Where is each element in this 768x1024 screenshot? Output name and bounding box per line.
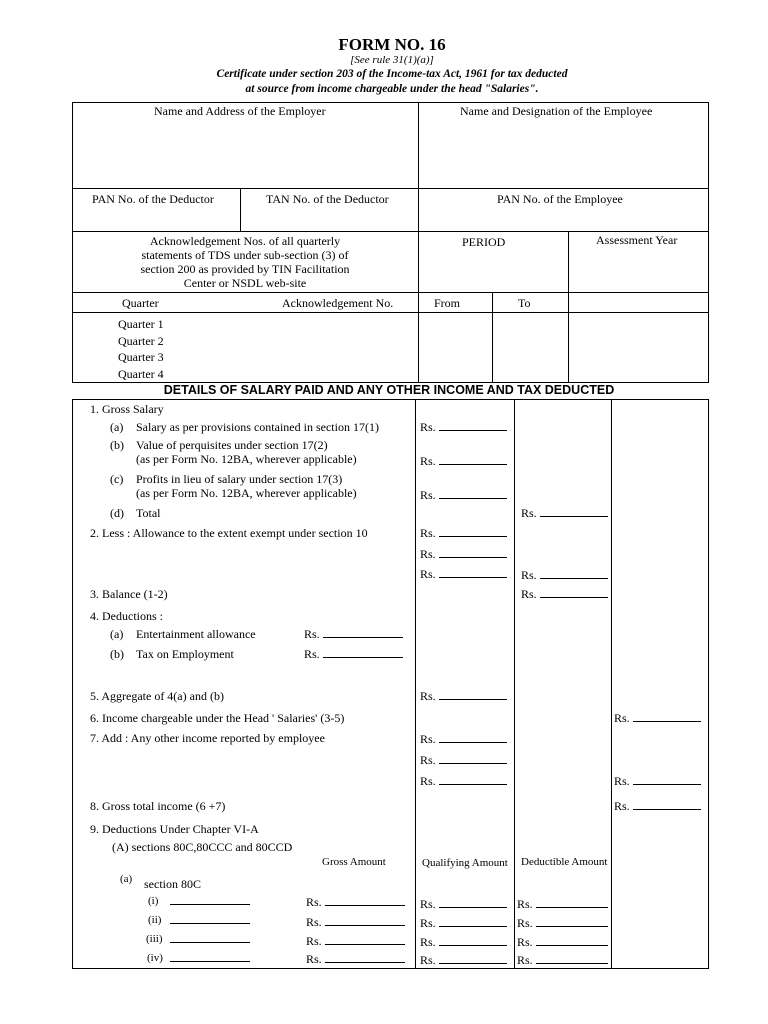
blank-field[interactable] <box>170 932 250 947</box>
blank-field[interactable] <box>170 951 250 966</box>
deductible-amount-header: Deductible Amount <box>521 856 608 868</box>
blank-field[interactable] <box>170 913 250 928</box>
ack-line-4: Center or NSDL web-site <box>183 276 307 290</box>
roman-iv: (iv) <box>147 952 163 964</box>
amount-field[interactable]: Rs. <box>614 711 701 726</box>
quarter-header: Quarter <box>122 296 159 310</box>
quarter-3: Quarter 3 <box>118 350 164 364</box>
quarter-2: Quarter 2 <box>118 334 164 348</box>
ack-no-header: Acknowledgement No. <box>282 296 394 310</box>
item-3-balance: 3. Balance (1-2) <box>90 587 168 601</box>
item-1a-label: Salary as per provisions contained in section 17(1) <box>136 420 379 434</box>
item-1c-marker: (c) <box>110 472 124 486</box>
amount-field[interactable]: Rs. <box>420 774 507 789</box>
employee-name-label: Name and Designation of the Employee <box>460 104 653 118</box>
item-5-aggregate: 5. Aggregate of 4(a) and (b) <box>90 689 224 703</box>
amount-field[interactable]: Rs. <box>420 732 507 747</box>
period-label: PERIOD <box>462 235 506 249</box>
amount-field[interactable]: Rs. <box>420 526 507 541</box>
amount-field[interactable]: Rs. <box>420 953 507 968</box>
item-1-gross-salary: 1. Gross Salary <box>90 402 164 416</box>
qualifying-amount-header: Qualifying Amount <box>422 857 508 869</box>
ack-line-1: Acknowledgement Nos. of all quarterly <box>149 234 341 248</box>
item-4-deductions: 4. Deductions : <box>90 609 163 623</box>
amount-field[interactable]: Rs. <box>614 774 701 789</box>
amount-field[interactable]: Rs. <box>304 647 403 662</box>
item-2-less-allowance: 2. Less : Allowance to the extent exempt under section 10 <box>90 526 368 540</box>
gross-amount-header: Gross Amount <box>322 856 386 868</box>
tan-deductor-label: TAN No. of the Deductor <box>266 192 389 206</box>
amount-field[interactable]: Rs. <box>304 627 403 642</box>
amount-field[interactable]: Rs. <box>521 587 608 602</box>
from-header: From <box>434 296 461 310</box>
amount-field[interactable]: Rs. <box>517 897 608 912</box>
roman-i: (i) <box>148 895 159 907</box>
amount-field[interactable]: Rs. <box>521 568 608 583</box>
item-9a-marker: (a) <box>120 873 133 885</box>
item-4a-marker: (a) <box>110 627 124 641</box>
item-7-other-income: 7. Add : Any other income reported by employee <box>90 731 325 745</box>
amount-field[interactable]: Rs. <box>420 935 507 950</box>
amount-field[interactable]: Rs. <box>420 897 507 912</box>
amount-field[interactable]: Rs. <box>420 454 507 469</box>
item-4b-label: Tax on Employment <box>136 647 234 661</box>
item-1c-label-1: Profits in lieu of salary under section 17(3) <box>136 472 343 486</box>
item-1d-label: Total <box>136 506 161 520</box>
item-4b-marker: (b) <box>110 647 124 661</box>
employer-name-label: Name and Address of the Employer <box>154 104 326 118</box>
amount-field[interactable]: Rs. <box>306 952 405 967</box>
item-1a-marker: (a) <box>110 420 124 434</box>
amount-field[interactable]: Rs. <box>420 488 507 503</box>
item-1b-label-1: Value of perquisites under section 17(2) <box>136 438 328 452</box>
quarter-4: Quarter 4 <box>118 367 164 381</box>
item-4a-label: Entertainment allowance <box>136 627 256 641</box>
rule-reference: [See rule 31(1)(a)] <box>350 54 434 66</box>
amount-field[interactable]: Rs. <box>306 915 405 930</box>
details-title: DETAILS OF SALARY PAID AND ANY OTHER INCOME AND TAX DEDUCTED <box>163 383 615 397</box>
roman-ii: (ii) <box>148 914 162 926</box>
amount-field[interactable]: Rs. <box>420 420 507 435</box>
ack-line-2: statements of TDS under sub-section (3) of <box>141 248 349 262</box>
item-1b-label-2: (as per Form No. 12BA, wherever applicable) <box>136 452 357 466</box>
item-8-gross-total-income: 8. Gross total income (6 +7) <box>90 799 226 813</box>
item-9A-sections: (A) sections 80C,80CCC and 80CCD <box>112 840 293 854</box>
item-6-income-chargeable: 6. Income chargeable under the Head ' Salaries' (3-5) <box>90 711 345 725</box>
ack-line-3: section 200 as provided by TIN Facilitation <box>140 262 350 276</box>
amount-field[interactable]: Rs. <box>420 567 507 582</box>
item-9-deductions-via: 9. Deductions Under Chapter VI-A <box>90 822 259 836</box>
item-1b-marker: (b) <box>110 438 124 452</box>
pan-deductor-label: PAN No. of the Deductor <box>92 192 214 206</box>
amount-field[interactable]: Rs. <box>517 935 608 950</box>
amount-field[interactable]: Rs. <box>420 916 507 931</box>
roman-iii: (iii) <box>146 933 163 945</box>
item-1c-label-2: (as per Form No. 12BA, wherever applicable) <box>136 486 357 500</box>
amount-field[interactable]: Rs. <box>306 895 405 910</box>
certificate-line-1: Certificate under section 203 of the Income-tax Act, 1961 for tax deducted <box>216 68 568 80</box>
amount-field[interactable]: Rs. <box>521 506 608 521</box>
item-9a-section-80c: section 80C <box>144 877 201 891</box>
amount-field[interactable]: Rs. <box>306 934 405 949</box>
certificate-line-2: at source from income chargeable under the head "Salaries". <box>245 83 539 95</box>
form-title: FORM NO. 16 <box>338 35 446 54</box>
amount-field[interactable]: Rs. <box>517 916 608 931</box>
amount-field[interactable]: Rs. <box>517 953 608 968</box>
amount-field[interactable]: Rs. <box>420 753 507 768</box>
blank-field[interactable] <box>170 894 250 909</box>
quarter-1: Quarter 1 <box>118 317 164 331</box>
item-1d-marker: (d) <box>110 506 124 520</box>
assessment-year-label: Assessment Year <box>596 233 678 247</box>
pan-employee-label: PAN No. of the Employee <box>497 192 623 206</box>
amount-field[interactable]: Rs. <box>420 689 507 704</box>
amount-field[interactable]: Rs. <box>420 547 507 562</box>
amount-field[interactable]: Rs. <box>614 799 701 814</box>
to-header: To <box>518 296 531 310</box>
